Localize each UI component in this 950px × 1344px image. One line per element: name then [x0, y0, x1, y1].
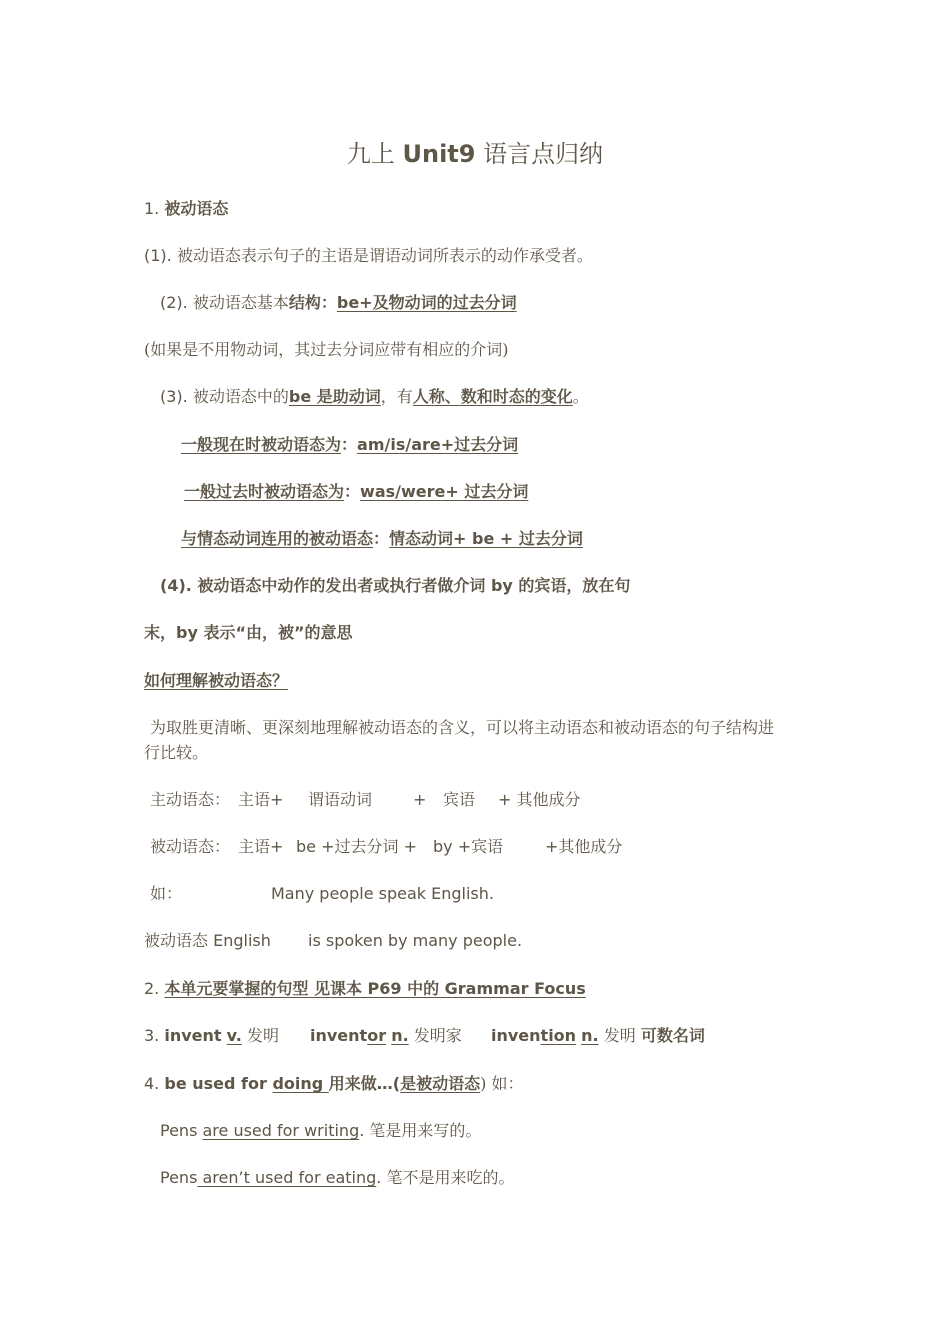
point-4: (4). 被动语态中动作的发出者或执行者做介词 by 的宾语，放在句	[160, 576, 631, 595]
example-passive: 被动语态 English is spoken by many people.	[144, 931, 523, 950]
section-4-be-used-for: 4. be used for doing 用来做…(是被动语态) 如：	[144, 1074, 524, 1093]
point-2-note: (如果是不用物动词，其过去分词应带有相应的介词)	[144, 340, 509, 359]
tense-past-rule: 一般过去时被动语态为：was/were+ 过去分词	[184, 482, 529, 501]
page-title: 九上 Unit9 语言点归纳	[346, 140, 604, 168]
point-4-continued: 末，by 表示“由，被”的意思	[144, 623, 353, 642]
example-sentence-1: Pens are used for writing. 笔是用来写的。	[160, 1121, 482, 1140]
point-2: (2). 被动语态基本结构：be+及物动词的过去分词	[160, 293, 517, 312]
active-voice-structure: 主动语态： 主语+ 谓语动词 + 宾语 + 其他成分	[150, 790, 581, 809]
explanation-line-2: 行比较。	[144, 743, 209, 762]
example-sentence-2: Pens aren’t used for eating. 笔不是用来吃的。	[160, 1168, 515, 1187]
passive-voice-structure: 被动语态： 主语+ be +过去分词 + by +宾语 +其他成分	[150, 837, 623, 856]
section-1-heading: 1. 被动语态	[144, 199, 229, 218]
tense-present-rule: 一般现在时被动语态为：am/is/are+过去分词	[181, 435, 519, 454]
section-2: 2. 本单元要掌握的句型 见课本 P69 中的 Grammar Focus	[144, 979, 586, 998]
point-3: (3). 被动语态中的be 是助动词，有人称、数和时态的变化。	[160, 387, 589, 406]
section-3-word-family: 3. invent v. 发明 inventor n. 发明家 invention n. 发明 可数名词	[144, 1026, 705, 1045]
modal-passive-rule: 与情态动词连用的被动语态：情态动词+ be + 过去分词	[181, 529, 583, 548]
how-to-understand-heading: 如何理解被动语态？	[144, 671, 289, 690]
example-active: 如： Many people speak English.	[150, 884, 494, 903]
point-1: (1). 被动语态表示句子的主语是谓语动词所表示的动作承受者。	[144, 246, 593, 265]
explanation-line-1: 为取胜更清晰、更深刻地理解被动语态的含义，可以将主动语态和被动语态的句子结构进	[150, 718, 775, 737]
